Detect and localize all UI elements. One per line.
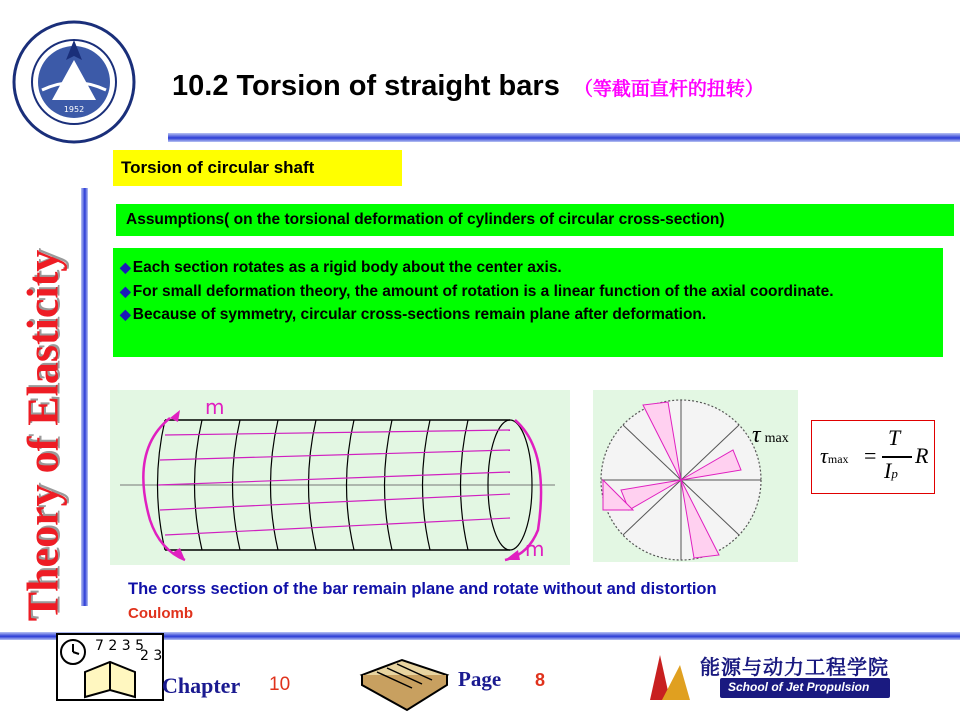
shaft-torsion-figure <box>110 390 570 565</box>
chapter-number: 10 <box>269 674 291 695</box>
svg-text:2 3: 2 3 <box>140 648 163 664</box>
page-title <box>172 70 764 103</box>
list-item-text: Each section rotates as a rigid body about the center axis. <box>132 259 562 276</box>
diamond-bullet-icon: ◆ <box>120 259 131 275</box>
tau-max-label <box>752 422 789 449</box>
list-item <box>120 256 943 280</box>
formula-den-subscript: p <box>891 466 898 481</box>
figure-caption: The corss section of the bar remain plane and rotate without and distortion <box>128 580 717 598</box>
tau-symbol: τ <box>752 422 761 448</box>
top-divider <box>168 133 960 142</box>
open-book-icon <box>357 650 452 712</box>
formula-denominator <box>884 458 898 484</box>
list-item-text: For small deformation theory, the amount of rotation is a linear function of the axial coordinate. <box>132 282 834 300</box>
page-label: Page <box>458 667 502 691</box>
vertical-title-text: Theory of Elasticity <box>18 249 68 621</box>
left-divider <box>81 188 88 606</box>
formula-equals: = <box>864 443 877 468</box>
assumptions-heading: Assumptions( on the torsional deformation of cylinders of circular cross-section) <box>116 204 954 236</box>
section-label: Torsion of circular shaft <box>113 150 402 186</box>
university-seal-logo <box>12 20 137 145</box>
svg-text:m: m <box>525 537 545 561</box>
svg-text:m: m <box>205 395 225 419</box>
formula-lhs <box>820 443 849 469</box>
svg-text:7 2 3 5: 7 2 3 5 <box>95 638 144 654</box>
formula-radius: R <box>915 443 929 468</box>
school-name-chinese: 能源与动力工程学院 <box>700 657 889 679</box>
formula-den-symbol: I <box>884 458 892 483</box>
formula-numerator: T <box>888 425 901 450</box>
list-item-text: Because of symmetry, circular cross-sections remain plane after deformation. <box>132 306 707 323</box>
formula-tau: τ <box>820 443 828 468</box>
tau-subscript: max <box>764 431 789 446</box>
formula-lhs-subscript: max <box>827 452 849 466</box>
list-item <box>120 303 943 327</box>
title-text: 10.2 Torsion of straight bars <box>172 70 560 102</box>
diamond-bullet-icon: ◆ <box>120 282 131 299</box>
svg-text:1952: 1952 <box>63 105 85 114</box>
chapter-clock-book-icon <box>55 632 165 702</box>
assumptions-list <box>113 248 943 357</box>
diamond-bullet-icon: ◆ <box>120 306 131 322</box>
cross-section-stress-figure <box>593 390 798 562</box>
school-name-english: School of Jet Propulsion <box>723 680 874 694</box>
max-shear-stress-formula <box>811 420 935 494</box>
chapter-label: Chapter <box>162 673 241 698</box>
page-number: 8 <box>535 670 546 690</box>
list-item <box>120 280 943 304</box>
vertical-course-title <box>8 249 78 621</box>
caption-attribution: Coulomb <box>128 605 193 622</box>
title-chinese: （等截面直杆的扭转） <box>573 79 764 100</box>
